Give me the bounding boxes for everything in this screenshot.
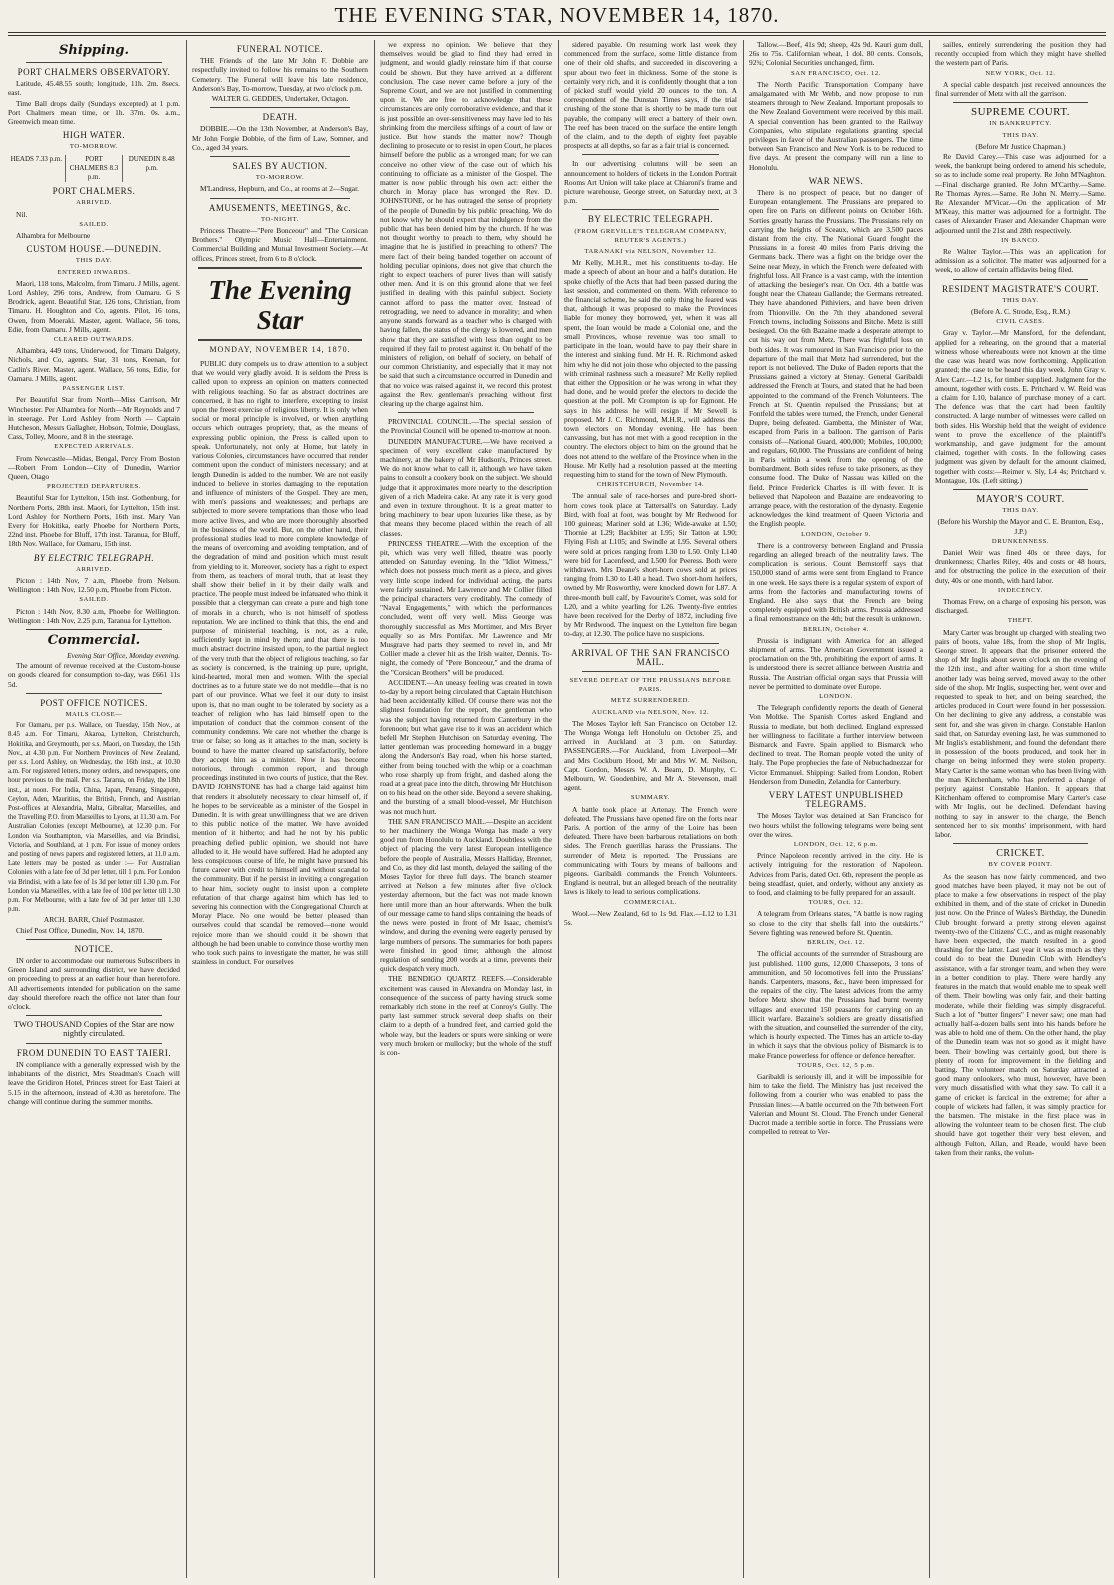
- civil-cases-text: Gray v. Taylor.—Mr Mansford, for the defendant, applied for a rehearing, on the ground that a material witness whose whereabouts were not known at the time the case was heard was now forthcoming. Application granted; the case to be heard this day week. John Gray v. Alex Carr.—L2 1s, for timber supplied. Judgment for the amount, together with costs. E. Pritchard v. W. Reid was a claim for L10, balance of purchase money of a cart. The defence was that the cart had been faultily constructed. A large number of witnesses were called on both sides. His Worship held that the weight of evidence went to prove the excellence of the plaintiff's workmanship, and gave judgment for the amount claimed, together with costs. In the following cases judgment was given by default for the amount claimed, together with costs:—Reimer v. Sly, L4 4s; Pritchard v. Montague, 10s. (Left sitting.): [935, 328, 1106, 485]
- auckland-dateline: AUCKLAND via NELSON, Nov. 12.: [591, 708, 710, 716]
- paper-dateline: MONDAY, NOVEMBER 14, 1870.: [209, 344, 351, 354]
- tide-table: [8, 155, 180, 183]
- column-war-news: [749, 40, 923, 1578]
- sf-text: The North Pacific Transportation Company have amalgamated with Mr Webb, and now propose to run steamers through to New Zealand. Important proposals to the New Zealand Government were received by this mail. A special convention has been granted to the Railway Companies, who stipulate regulations granting special privileges in favor of the Australian passengers. The time between San Francisco and New York is to be reduced to five days. At present the company will run a line to Honolulu.: [749, 79, 923, 172]
- tomorrow-label: TO-MORROW.: [69, 143, 119, 151]
- mayors-court-heading: MAYOR'S COURT.: [976, 493, 1065, 505]
- summary-heading: SUMMARY.: [630, 794, 671, 802]
- divider: [582, 209, 719, 210]
- tel-arrived-label: ARRIVED.: [76, 565, 112, 573]
- column-rule: [929, 40, 930, 1578]
- sf-mail-item: THE SAN FRANCISCO MAIL.—Despite an accident to her machinery the Wonga Wonga has made a very good run from Honolulu to Auckland. Doubtless with the object of placing the very latest European intelligence before the people of Australia, Messrs Halliday, Brenner, and Co, as they did last month, delayed the sailing of the Moses Taylor for three full days. The branch steamer arrived at Nelson a few minutes after five o'clock yesterday afternoon, but the fact was not made known here until more than an hour afterwards. When the bulk of our message came to hand slips containing the heads of the news were posted in front of Mr Isaac, chemist's window, and during the evening were eagerly perused by large numbers of persons. The summaries for both papers were finished in good time; although the almost regulation of sending 200 words at a time, prevents their quick despatch very much.: [380, 816, 552, 974]
- resident-court-heading: RESIDENT MAGISTRATE'S COURT.: [941, 283, 1099, 294]
- new-york-dateline: NEW YORK, Oct. 12.: [985, 69, 1056, 77]
- divider: [953, 843, 1088, 844]
- post-office-dateline: Chief Post Office, Dunedin, Nov. 14, 1870.: [16, 925, 145, 935]
- latest-text: The Moses Taylor was detained at San Francisco for two hours whilst the following telegrams were being sent over the wires.: [749, 811, 923, 839]
- theft-heading: THEFT.: [1007, 617, 1034, 625]
- shipping-heading: Shipping.: [59, 43, 129, 58]
- taieri-text: IN compliance with a generally expressed wish by the inhabitants of the district, Mrs Steadman's Coach will leave the Gridiron Hotel, Princes street for East Taieri at 5.15 in the afternoon, instead of 4.30 as heretofore. The change will continue during the summer months.: [8, 1059, 180, 1106]
- tours-continued: sailles, entirely surrendering the position they had recently occupied from which they might have shelled the western part of Paris.: [935, 40, 1106, 68]
- divider: [210, 198, 350, 199]
- masthead-rule-2: [8, 35, 1106, 36]
- amusements-text: Princess Theatre—"Pere Bonceour" and "The Corsican Brothers." Olympic Music Hall—Entertainment. Commercial Building and Mutual Investment Society.—At offices, Princes street, from 6 to 8 o'clock.: [192, 226, 368, 263]
- mails-close-label: MAILS CLOSE—: [65, 710, 123, 718]
- bankruptcy-text: Re David Carey.—This case was adjourned for a week, the bankrupt being ordered to amend his schedule, so as to include some real property. Re John M'Naghton.—Final discharge granted. Re John M'Carthy.—Same. Re Thomas Ayres.—Same. Re John N. Merry.—Same. Re Alexander M'Vicar.—On the application of Mr M'Keay, this matter was adjourned for a fortnight. The cases of Alexander Fraser and Alexander Chapman were adjourned until the 21st and 28th respectively.: [935, 152, 1106, 235]
- passenger-heading: PASSENGER LIST.: [62, 385, 126, 393]
- bendigo-continued: sidered payable. On resuming work last week they commenced from the surface, some little distance from one of their old shafts, and succeeded in discovering a spur about two feet in thickness. Some of the stone is certainly very rich, and it is confidently thought that a ton of picked stuff would yield 20 ounces to the ton. A correspondent of the Dunstan Times says, if the trial crushing of the stone that is shortly to be made turn out payable, the company will erect a battery of their own. The reef has been traced on the surface the entire length of the claim, and to the depth of eighty feet payable prospects at all depths, so far as a fair trial is concerned.: [564, 40, 737, 151]
- christchurch-dateline: CHRISTCHURCH, November 14.: [596, 481, 705, 489]
- divider: [26, 629, 162, 630]
- taieri-heading: FROM DUNEDIN TO EAST TAIERI.: [16, 1047, 172, 1058]
- sales-heading: SALES BY AUCTION.: [232, 161, 328, 172]
- bendigo-item: THE BENDIGO QUARTZ REEFS.—Considerable excitement was caused in Alexandra on Monday last, in consequence of the success of party having struck some remarkably rich stone in the reef at Conroy's Gully. The party last summer struck several deep shafts on their claim to a depth of a hundred feet, and carried gold the whole way, but the leaders or spurs were sinking or were very much broken or mullocky; but the whole of the stuff is con-: [380, 974, 552, 1057]
- supreme-court-heading: SUPREME COURT.: [970, 106, 1071, 119]
- column-rule: [558, 40, 559, 1578]
- projected-text: Beautiful Star for Lyttelton, 15th inst. Gothenburg, for Northern Ports, 28th inst. Maori, for Lyttelton, 15th inst. Lord Ashley for Northern Ports, 16th inst. Mary Van Every for Hokitika, early Phoebe for Northern Ports, 22nd inst. Phoebe for Bluff, 17th inst. Taranua, for Bluff, 18th Nov. Wallace, for Oamaru, 15th inst.: [8, 493, 180, 549]
- divider: [953, 279, 1088, 280]
- passenger-text: Per Beautiful Star from North—Miss Carrison, Mr Winchester. Per Alhambra for North—Mr Reynolds and 7 in steerage. Per Lord Ashley from North — Captain Hutcheson, Messrs Gallagher, Hobson, Tolmie, Douglass, Cass, Tolley, Moore, and 8 in the steerage.: [8, 395, 180, 442]
- civil-cases-heading: CIVIL CASES.: [996, 318, 1045, 326]
- electric-telegraph-heading: BY ELECTRIC TELEGRAPH.: [587, 214, 714, 225]
- cricket-byline: BY COVER POINT.: [988, 861, 1053, 869]
- divider: [582, 643, 719, 644]
- tel-sailed-text: Picton : 14th Nov, 8.30 a.m, Phoebe for Wellington. Wellington : 14th Nov, 2.25 p.m, Taranua for Lyttelton.: [8, 606, 180, 625]
- divider: [582, 154, 719, 155]
- postmaster-signature: ARCH. BARR, Chief Postmaster.: [43, 915, 145, 925]
- paper-nameplate: The Evening Star: [208, 274, 352, 335]
- war-news-text: There is no prospect of peace, but no danger of European entanglement. The Prussians are prepared to open fire on Paris on different points on October 16th. Sorties greatly harass the Prussians. The Prussians rely on carrying the heights of Sceaux, which are 3,500 paces distant from the city. The National Guard fought the Prussians in a forest 40 miles from Paris driving the Germans back. There was a fight on the bridge over the Seine near Mezy, in which the French were defeated with frightful loss. All France is a vast camp, with the intention of attacking the besieger's rear. On Oct. 4th a battle was fought near the Chateau Gallande; the Germans retreated. They have abandoned Pithiviers, and have been driven from Thionville. On the 7th they abandoned several French towns, including Soissons and Bitche. Metz is still besieged. On the 6th Bazaine made a desperate attempt to cut his way out from Metz. There was frightful loss on both sides. It was rumoured in San Francisco prior to the departure of the mail that Metz had surrendered, but the report is not believed. The Duke of Baden reports that the Prussians gained a victory at Stenay. General Garibaldi addressed the French at Tours, and stated that he had been appointed to the command of the French Volunteers. The French at St. Quentin repulsed the Prussians; but at Fontfeld the tables were turned, the French, under General Dupre, being defeated. Gambetta, the Minister of War, escaped from Paris in a balloon. The garrison of Paris consists of—National Guard, 400,000; Mobiles, 100,000; and regulars, 60,000. The Prussians are confident of being in Paris within a week from the opening of the bombardment. Both sides refuse to take prisoners, as they consume food. The Duke of Nassau was killed on the field. Prince Frederick Charles is ill with fever. It is believed that Napoleon and Bazaine are endeavoring to arrange peace, with the restoration of the dynasty. Eugenie acknowledges the kind treatment of Queen Victoria and the English people.: [749, 188, 923, 529]
- sales-tomorrow-label: TO-MORROW.: [255, 174, 305, 182]
- arrival-heading: ARRIVAL OF THE SAN FRANCISCO MAIL.: [571, 647, 730, 667]
- mayor-this-day: THIS DAY.: [1002, 507, 1039, 515]
- christchurch-text: The annual sale of race-horses and pure-bred short-horn cows took place at Tattersall's on Saturday. Lady Bird, with foal at foot, was bought by Mr Redwood for 100 guineas; Mariner sold at L36; Wide-awake at L50; Thornie at L29; Backbiter at L95; Sir Tatton at L90; Flying Fish at L105; and Swindle at L95. Several others were sold at prices ranging from L30 to L50. Only L140 were bid for Lacenfeed, and L500 for Peeress. Both were withdrawn. Mrs Deane's short-horn cows sold at prices ranging from L30 to L40 a head. Two short-horn heifers, owned by Mr Rosworthy, were knocked down for L87. A three-month bull calf, by Favourite's Comet, was sold for L20, and a white yearling for L26. Twenty-five entries have been received for the Derby of 1872, including five by Mr Redwood. The inquest on the Lyttelton fire began to-day, at 12.30. The police have no suspicions.: [564, 491, 737, 639]
- column-telegraph: [564, 40, 737, 1578]
- arrived-nil: Nil.: [16, 209, 28, 219]
- divider: [398, 412, 534, 413]
- divider: [26, 693, 162, 694]
- column-rule: [374, 40, 375, 1578]
- latest-heading: VERY LATEST UNPUBLISHED TELEGRAMS.: [768, 790, 904, 810]
- tel-arrived-text: Picton : 14th Nov, 7 a.m, Phoebe from Nelson. Wellington : 14th Nov, 12.50 p.m, Phoebe from Picton.: [8, 575, 180, 595]
- divider: [953, 102, 1088, 103]
- auckland-text: The Moses Taylor left San Francisco on October 12. The Wonga Wonga left Honolulu on October 25, and arrived in Auckland at 3 p.m. on Saturday. PASSENGERS.—For Auckland, from Liverpool—Mr and Mrs Cockburn Hood, Mr and Mrs W. M. Neilson, Capt. Gordon, Messrs W. A. Beam, D. Murphy, C. Melbourn, W. Goodenbire, and Mr A. Stevenson, mail agent.: [564, 718, 737, 793]
- commercial-heading-2: COMMERCIAL.: [624, 898, 677, 906]
- drunkenness-heading: DRUNKENNESS.: [991, 537, 1050, 545]
- tours-2-text: Garibaldi is seriously ill, and it will be impossible for him to take the field. The Ministry has just received the following from a courier who was enabled to pass the Prussian lines:—A battle occurred on the 7th between Fort Valerian and Mount St. Cloud. The French under General Ducrot made a terrible sortie in force. The Prussians were compelled to retreat to Ver-: [749, 1071, 923, 1137]
- leader-continued: we express no opinion. We believe that they themselves would be glad to find they had erred in judgment, and would gladly reinstate him if that course could be shown. But they have arrived at a different conclusion. The case never came before a jury of the Supreme Court, and we are not justified in commenting upon it. We are free to acknowledge that these circumstances are only corroborative evidence, and that it is just possible an over-sensitiveness may have led to his shrinking from the merciless siftings of a court of law or justice. But how stands the matter now? Though declining to prosecute or to resist in open Court, he places himself before the public as a wronged man; for we can conceive no other view of the case out of which his continuing to officiate as a minister of the Gospel. The matter is now public through his own act: either the church in Moray place has wronged the Rev. D. JOHNSTONE, or he has outraged the sense of propriety of the people of Dunedin by his public preaching. We do not know why he should expect that indulgence from the public that has been denied him by the church. If he was not thought worthy to preach to them, why should he imagine that he is justified in preaching to others? The mere fact of their being banded together on account of holding peculiar opinions, does not give that church the right to expect teachers of purer lives than will satisfy other men. And it is on this ground alone that we feel justified in dealing with this painful subject. Society cannot afford to pass the matter over. Instead of retrograding, we need to advance in morality; and when anyone stands forward as a teacher who is charged with having fallen, the status of the clergy is lowered, and men show that they are satisfied with less than ought to be required if they fail to protest against it. On behalf of the ministers of religion, on behalf of society, on behalf of our common Christianity, and especially that it may not be said that such a circumstance occurred in Dunedin and that no voice was raised against it, we record this protest against the Rev. gentleman's preaching without first clearing up the charge against him.: [380, 40, 552, 408]
- copies-notice: TWO THOUSAND Copies of the Star are now nightly circulated.: [13, 1019, 175, 1039]
- provincial-council-item: PROVINCIAL COUNCIL.—The special session of the Provincial Council will be opened to-morrow at noon.: [380, 417, 552, 436]
- tours-2-dateline: TOURS, Oct. 12, 5 p.m.: [797, 1061, 875, 1069]
- advertising-item: In our advertising columns will be seen an announcement to holders of tickets in the London Portrait Rooms Art Union will take place at Chiaroni's frame and picture warehouse, George street, on Saturday next, at 3 p.m.: [564, 159, 737, 206]
- undertaker-signature: WALTER G. GEDDES, Undertaker, Octagon.: [211, 94, 349, 104]
- port-chalmers-heading: PORT CHALMERS.: [52, 186, 136, 197]
- london-3-text: Prince Napoleon recently arrived in the city. He is actively intriguing for the restoration of Napoleon. Advices from Paris, dated Oct. 6th, represent the people as being steadfast, quiet, and orderly, without any anxiety as to food, and claiming to be fully prepared for an assault.: [749, 851, 923, 898]
- berlin-dateline: BERLIN, October 4.: [803, 625, 869, 633]
- telegraph-source: (FROM GREVILLE'S TELEGRAM COMPANY, REUTER'S AGENTS.): [574, 227, 727, 244]
- amusements-heading: AMUSEMENTS, MEETINGS, &c.: [208, 202, 352, 213]
- prices-text: Tallow.—Beef, 41s 9d; sheep, 42s 9d. Kauri gum dull, 26s to 75s. Californian wheat, 1 dol. 80 cents. Consols, 92¾; Colonial Securities unchanged, firm.: [749, 40, 923, 68]
- war-news-heading: WAR NEWS.: [808, 175, 864, 186]
- outwards-heading: CLEARED OUTWARDS.: [53, 336, 135, 344]
- expected-text: From Newcastle—Midas, Bengal, Percy From Boston—Robert From London—City of Dunedin, Warrior Queen, Otago: [8, 453, 180, 481]
- divider: [210, 156, 350, 157]
- custom-house-heading: CUSTOM HOUSE.—DUNEDIN.: [26, 244, 162, 255]
- funeral-text: THE Friends of the late Mr John F. Dobbie are respectfully invited to follow his remains to the Southern Cemetery. The Funeral will leave his late residence, Anderson's Bay, To-morrow, Tuesday, at two o'clock p.m.: [192, 56, 368, 93]
- divider: [210, 107, 350, 108]
- theatre-item: PRINCESS THEATRE.—With the exception of the pit, which was very well filled, theatre was poorly attended on Saturday evening. In the "Idiot Witness," which does not possess much merit as a piece, and gives very little scope indeed for individual acting, the parts were fairly sustained. Mr Lawrence and Mr Collier filled the principal characters very creditably. The comedy of "Naval Engagements," with which the performances concluded, went off very well. Miss George was thoroughly successful as Mrs Mortimer, and Mrs Bryer equally so as Mrs Pontifax. Mr Lawrence and Mr Musgrave had parts they seemed to revel in, and Mr Collier made a clever hit as the Irish waiter, Dennis. To-night, the comedy of "Pere Bonceour," and the drama of the "Corsican Brothers" will be produced.: [380, 538, 552, 677]
- indecency-heading: INDECENCY.: [998, 586, 1043, 594]
- resident-magistrate: (Before A. C. Strode, Esq., R.M.): [971, 307, 1070, 317]
- drunkenness-text: Daniel Weir was fined 40s or three days, for drunkenness; Charles Riley, 40s and costs or 48 hours, and for obstructing the police in the execution of their duty, 40s or one month, with hard labor.: [935, 547, 1106, 585]
- column-local-news: [380, 40, 552, 1578]
- indecency-text: Thomas Frew, on a charge of exposing his person, was discharged.: [935, 596, 1106, 616]
- commercial-heading: Commercial.: [47, 632, 141, 648]
- supreme-this-day: THIS DAY.: [1002, 131, 1039, 139]
- divider: [198, 267, 362, 269]
- high-water-heading: HIGH WATER.: [62, 130, 126, 141]
- new-york-text: A special cable despatch just received announces the final surrender of Metz with all the garrison.: [935, 79, 1106, 99]
- commercial-text: Wool.—New Zealand, 6d to 1s 9d. Flax.—L12 to L31 5s.: [564, 908, 737, 928]
- berlin-text: Prussia is indignant with America for an alleged shipment of arms. The American Government issued a proclamation on the 9th, prohibiting the export of arms. It is understood there is secret alliance between Austria and Russia. The Austrian official organ says that Prussia will never be permitted to dominate over Europe.: [749, 635, 923, 691]
- column-shipping: [8, 40, 180, 1578]
- resident-this-day: THIS DAY.: [1002, 296, 1039, 304]
- sailed-label: SAILED.: [79, 220, 109, 228]
- berlin-2-dateline: BERLIN, Oct. 12.: [807, 939, 865, 947]
- banco-text: Re Walter Taylor.—This was an application for admission as a solicitor. The matter was adjourned for a week, to allow of certain affidavits being filed.: [935, 247, 1106, 275]
- revenue-text: The amount of revenue received at the Custom-house on goods cleared for consumption to-day, was £661 11s 5d.: [8, 661, 180, 689]
- theft-text: Mary Carter was brought up charged with stealing two pairs of boots, value 18s, from the shop of Mr Inglis, George street. It appears that the prisoner entered the shop of Mr Inglis about seven o'clock on the evening of the 12th inst., and after waiting for a short time while another lady was being served, moved away to the other side of the shop. Mr Inglis, suspecting her, went over and requested to speak to her, and on being searched, the articles produced in Court were found in her possession. On her declining to give any address, a constable was sent for, and she was given in charge. Constable Hanlon said that, on Saturday evening last, he was summoned to Mr Inglis's establishment, and found the defendant there in possession of the boots produced, and took her in charge on being informed they were stolen property. Mary Carter is the same woman who has been living with the man Kitchenham, who has preferred a charge of perjury against Constable Hanlon. It appears that Kitchenham offered to compromise Mary Carter's case with Mr Inglis, out he declined. Defendant having nothing to say in answer to the charge, the Bench sentenced her to six months' imprisonment, with hard labor.: [935, 627, 1106, 840]
- tide-heads: HEADS 7.33 p.m.: [10, 154, 63, 163]
- supreme-judge: (Before Mr Justice Chapman.): [975, 141, 1066, 151]
- banco-heading: IN BANCO.: [1001, 236, 1040, 244]
- sf-dateline: SAN FRANCISCO, Oct. 12.: [790, 69, 881, 77]
- column-courts: [935, 40, 1106, 1578]
- tide-dunedin: DUNEDIN 8.48 p.m.: [122, 155, 180, 183]
- summary-text: A battle took place at Artenay. The French were defeated. The Prussians have opened fire on the forts near Paris. A portion of the army of the Loire has been defeated. There have been barbarous retaliations on both sides. The French guerillas harass the Prussians. The surrender of Metz is reported. The Prussians are communicating with Tours by means of balloons and pigeons. Garibaldi commands the French Volunteers. England is neutral, but an alleged breach of the neutrality laws is likely to lead to serious complications.: [564, 804, 737, 897]
- cricket-text: As the season has now fairly commenced, and two good matches have been played, it may not be out of place to make a few observations in respect of the play exhibited in them, and of the state of cricket in Dunedin just now. On the Prince of Wales's Birthday, the Dunedin Club brought forward a pretty strong eleven against twenty-two of the Citizens' C.C., and as might reasonably have been expected, the match resulted in a good thrashing for the latter. Last year it was as much as they could do to beat the Dunedin Club with Hendley's assistance, with a far stronger team, and when they were in a better condition to play. There were hardly any features in the match that would enable me to speak well of them. Their bowling was only fair, and their batting moderate, while their fielding was simply disgraceful. Such a lot of "butter fingers" I never saw; one man had actually half-a-dozen balls sent into his hands before he was able to hold one of them. On the other hand, the play of the Dunedin team was not so good as it might have been. Their bowling was certainly good, but there is plenty of room for improvement in the fielding and batting. The volunteer match on Saturday attracted a good many onlookers, who must, however, have been very much dissatisfied with what they saw. To call it a game of cricket is farcical in the extreme; for after a couple of wickets had fallen, it was simply practice for the batsmen. The mistake in the first place was in allowing the volunteer team to be chosen first. The club should have got together their very best eleven, and although Fulton, Allan, and Reade, would have been taken from their ranks, the volun-: [935, 871, 1106, 1157]
- divider: [582, 671, 719, 672]
- london-3-dateline: LONDON, Oct. 12, 6 p.m.: [793, 841, 879, 849]
- inwards-text: Maori, 118 tons, Malcolm, from Timaru. J Mills, agent. Lord Ashley, 296 tons, Andrew, from Oamaru. G S Brodrick, agent. Beautiful Star, 126 tons, Christian, from Timaru. H. Houghton and Co, agents. Pilot, 16 tons, Owen, from Moeraki. Master, agent. Wallace, 56 tons, Edie, from Oamaru. J Mills, agent.: [8, 278, 180, 334]
- post-office-heading: POST OFFICE NOTICES.: [40, 697, 148, 708]
- tel-sailed-label: SAILED.: [79, 596, 109, 604]
- column-rule: [186, 40, 187, 1578]
- projected-heading: PROJECTED DEPARTURES.: [46, 483, 142, 491]
- taranaki-dateline: TARANAKI via NELSON, November 12.: [584, 248, 717, 256]
- death-heading: DEATH.: [262, 112, 298, 123]
- london-2-text: The Telegraph confidently reports the death of General Von Moltke. The Spanish Cortes asked England and Russia to mediate, but both declined. England expressed her willingness to facilitate a further interview between Bismarck and Favre. Spain applied to Bismarck who declined to treat. The Roman people voted the unity of Italy. The Pope prophecies the fate of Nebuchadnezzar for Victor Emmanuel. Shipping: Sailed from London, Robert Henderson from Dunedin, Zelandia for Canterbury.: [749, 703, 923, 786]
- cricket-heading: CRICKET.: [996, 848, 1045, 860]
- masthead: THE EVENING STAR, NOVEMBER 14, 1870.: [334, 3, 780, 27]
- this-day-label: THIS DAY.: [75, 257, 113, 265]
- tours-dateline: TOURS, Oct. 12.: [808, 899, 864, 907]
- arrived-label: ARRIVED.: [76, 199, 112, 207]
- mayor-bench: (Before his Worship the Mayor and C. E. Brunton, Esq., J.P.): [937, 517, 1104, 536]
- inwards-heading: ENTERED INWARDS.: [57, 268, 131, 276]
- column-notices-leader: [192, 40, 368, 1578]
- london-2-dateline: LONDON.: [819, 693, 853, 701]
- expected-heading: EXPECTED ARRIVALS.: [54, 443, 134, 451]
- divider: [26, 1015, 162, 1016]
- divider: [953, 489, 1088, 490]
- post-office-text: For Oamaru, per p.s. Wallace, on Tuesday, 15th Nov., at 8.45 a.m. For Timaru, Akaroa, Lyttelton, Christchurch, Hokitika, and Greymouth, per s.s. Maori, on Tuesday, the 15th Nov., at 4.30 p.m. For Northern Provinces of New Zealand, per s.s. Lord Ashley, on Wednesday, the 16th inst., at 10.30 a.m. For registered letters, money orders, and newspapers, one hour previous to the mail. Per s.s. Tararua, on Friday, the 18th inst., at noon. For India, China, Japan, Penang, Singapore, Ceylon, Aden, Mauritius, the British, French, and Austrian Post-offices at Alexandria, Malta, Gibraltar, Marseilles, and the Travelling P.O. from Marseilles to Lyons, at 11.30 a.m. For Australian Colonies (except Melbourne), at 12.30 p.m. For London via Southampton, via Marseilles, and via Brindisi, Victoria, and Southland, at 1 p.m. For issue of money orders and posting of news papers and registered letters, at 11.0 a.m. Late letters may be posted as under :— For Australian Colonies with a late fee of 3d per letter, till 1 p.m. For London via Brindisi, with a late fee of 1s 3d per letter till 1.30 p.m. For London via Marseilles, with a late fee of 10d per letter till 1.30 p.m. For Melbourne, with a late fee of 3d per letter till 1.30 p.m.: [8, 722, 180, 914]
- bankruptcy-heading: IN BANKRUPTCY.: [989, 120, 1052, 128]
- manufacture-item: DUNEDIN MANUFACTURE.—We have received a specimen of very excellent cake manufactured by machinery, at the bakery of Mr Hudson's, Princes street. We do not know what to call it, although we have taken pains to consult a cookery book on the subject. We should judge that it approximates more nearly to the description given of a rich Madeira cake. At any rate it is very good and even in texture throughout. It is a great matter to bring machinery to bear upon luxuries like these, as by that means they become placed within the reach of all classes.: [380, 436, 552, 538]
- defeat-heading: SEVERE DEFEAT OF THE PRUSSIANS BEFORE PARIS.: [569, 677, 732, 694]
- accident-item: ACCIDENT.—An uneasy feeling was created in town to-day by a report being circulated that Captain Hutchison had been accidentally killed. Of course there was not the slightest foundation for the report, the gentleman who was the subject having returned from Canterbury in the forenoon; but what gave rise to it was an accident which befell Mr Stephen Hutchison on Saturday evening. The latter gentleman was proceeding homeward in a buggy along the Anderson's Bay road, when his horse started, either from being touched with the whip or a coachman who rose sharply up from fright, and dashed along the road at a great pace into the ditch, throwing Mr Hutchison on to his head on the other side. Beyond a severe shaking, and the bursting of a small blood-vessel, Mr Hutchison was not much hurt.: [380, 677, 552, 816]
- observatory-heading: PORT CHALMERS OBSERVATORY.: [17, 67, 171, 77]
- sailed-text: Alhambra for Melbourne: [16, 231, 91, 241]
- timeball-text: Time Ball drops daily (Sundays excepted) at 1 p.m. Port Chalmers mean time, or 1h. 37m. 0s. a.m., Greenwich mean time.: [8, 98, 180, 127]
- amusements-tonight-label: TO-NIGHT.: [261, 215, 299, 223]
- berlin-2-text: The official accounts of the surrender of Strasbourg are just published. 1100 guns, 12,000 Chassepots, 3 tons of ammunition, and 50 locomotives fell into the Prussians' hands. Carpenters, masons, &c., have been impressed for the repairs of the city. The latest advices from the army before Metz show that the Prussians had burnt twenty villages and executed 150 peasants for carrying on an illicit warfare. Bazaine's soldiers are greatly dissatisfied with the situation, and counselled the surrender of the city, which is hourly expected. The Times has an article to-day in which it says that the obvious policy of Bismarck is to make France powerless for offence or defence hereafter.: [749, 949, 923, 1060]
- divider: [26, 62, 162, 63]
- office-line: Evening Star Office, Monday evening.: [67, 650, 180, 660]
- tours-text: A telegram from Orleans states, "A battle is now raging so close to the city that shells fall into the outskirts." Severe fighting was renewed before St. Quentin.: [749, 909, 923, 937]
- outwards-text: Alhambra, 449 tons, Underwood, for Timaru Dalgety, Nichols, and Co, agents. Star, 31 tons, Keenan, for Catlin's River. Master, agent. Wallace, 56 tons, Edie, for Oamaru. J Mills, agent.: [8, 346, 180, 383]
- notice-heading: NOTICE.: [74, 943, 114, 954]
- taranaki-text: Mr Kelly, M.H.R., met his constituents to-day. He made a speech of about an hour and a half's duration. He spoke chiefly of the Acts that had been passed during the last session, and commented on them. With reference to the financial scheme, he said the only thing he feared was that, although it was proposed to make the Provinces liable for money they borrowed, yet, when it was all spent, the loan would be made a Colonial one, and the small Provinces, whose revenue was too small to participate in the loan, would have to pay their share in the interest and sinking fund. Mr H. R. Richmond asked him why he did not join those who objected to the passing with criminal rashness such a measure? Mr Kelly replied that either the Opposition or he was wrong in what they had done, and he would prefer the electors to decide the question at the poll. Mr Crompton is up for Egmont. He says in his address he will resign if Mr Sewell is proposed. Mr J. C. Richmond, M.H.R., will address the town electors on Monday evening. He has been canvassing, but has not met with a good reception in the country. The electors object to him on the ground that he does not attend to the welfare of the Province when in the House. Mr Kelly had a resolution passed at the meeting requesting him to stand for the town of New Plymouth.: [564, 258, 737, 479]
- latitude-text: Latitude, 45.48.55 south; longitude, 11h. 2m. 8secs. east.: [8, 79, 180, 98]
- london-text: There is a controversy between England and Prussia regarding an alleged breach of the neutrality laws. The complication is serious. Count Bernstorff says that 150,000 stand of arms were sent from England to France in one week. He says there is a regular system of export of arms from the factories and manufacturing towns of England. He also says that the French are being completely equipped with British arms. Prussia addressed a final remonstrance on the 4th; but the result is unknown.: [749, 540, 923, 624]
- sales-text: M'Landress, Hepburn, and Co., at rooms at 2—Sugar.: [200, 184, 359, 194]
- london-dateline: LONDON, October 9.: [801, 530, 871, 538]
- leader-article: PUBLIC duty compels us to draw attention to a subject that we would very gladly avoid. It is seldom the Press is called upon to express an opinion on matters connected with religious teaching. So far as abstract doctrines are concerned, it has no right to interfere, excepting to insist upon the freest exercise of religious liberty. It is only when social or moral principle is involved, or when anything occurs which outrages propriety, that, as the means of expressing public opinion, the Press is called upon to speak. Unfortunately, not only at Home, but lately in various Colonies, circumstances have occurred that render comment upon the conduct of ministers necessary; and at length Dunedin is added to the number. We are not easily induced to believe in stories damaging to the reputation and influence of ministers of the Gospel. They are men, with men's passions and weaknesses; and perhaps are subjected to more severe temptations than those who lead more active lives, and who are more thoroughly absorbed in the business of the world. But, on the other hand, their professional studies lead to more complete knowledge of the means of overcoming and avoiding temptation, and of the degradation of mind and position which must result from yielding to it. Moreover, society has a right to expect from them, as teachers of moral truth, that at least they shall show their belief in it by their daily walk and practice. The people must indeed be infatuated who think it possible that a clergyman can create a pure and high tone of morals in a church, who is not himself of spotless reputation. We are inclined to think that this, the end and purpose of ministerial teaching, is not, as a rule, sufficiently kept in mind by them; and that there is too much abstract doctrine insisted upon, to the partial neglect of the very truth that the object of religious teaching, so far as society is concerned, is the training up pure, upright, kind-hearted, moral men and women. With the special doctrines as to a future state we do not meddle—that is no part of our province. What we feel it our duty to insist upon is, that no man ought to be tolerated by society as a teacher of religion who has laid himself open to the imputation of conduct that the common consent of the community condemns. We care not whether the charge is true or false; so long as it attaches to the man, society is bound to have the matter cleared up satisfactorily, before they accept him as a minister. Now it has become notorious, through common report, and through proceedings instituted in two courts of justice, that the Rev. DAVID JOHNSTONE has had a charge laid against him that renders it absolutely necessary to clear himself of, if he hopes to be serviceable as a minister of the Gospel in Dunedin. It is with great unwillingness that we are driven to this public notice of the matter. We have avoided mention of it hitherto; and had he not by his public preaching defied public opinion, we should not have alluded to it. He would have suffered. Had he adopted any less conspicuous course of life, he might have pursued his future career with credit to himself and without scandal to the community. But if he persist in inviting a congregation to hear him, society ought to insist upon a complete refutation of that charge against him which has led to severing his connection with the Congregational Church at Moray Place. No one would be better pleased than ourselves could that scandal be removed—none would rejoice more than we should could it be shown that although he had been unable to convince those worthy men who took such pains to investigate the matter, he was still stainless in conduct. For ourselves: [192, 359, 368, 967]
- metz-heading: METZ SURRENDERED.: [610, 697, 691, 705]
- telegraph-heading: BY ELECTRIC TELEGRAPH.: [33, 552, 155, 563]
- death-text: DOBBIE.—On the 13th November, at Anderson's Bay, Mr John Forgie Dobbie, of the firm of Law, Somner, and Co., aged 34 years.: [192, 124, 368, 152]
- column-rule: [743, 40, 744, 1578]
- divider: [26, 1043, 162, 1044]
- divider: [198, 339, 362, 341]
- funeral-heading: FUNERAL NOTICE.: [236, 44, 324, 54]
- divider: [26, 939, 162, 940]
- masthead-rule: [8, 32, 1106, 33]
- tide-port-chalmers: PORT CHALMERS 8.3 p.m.: [65, 155, 123, 183]
- notice-text: IN order to accommodate our numerous Subscribers in Green Island and surrounding district, we have decided on proceeding to press at an earlier hour than heretofore. All advertisements intended for publication on the same day should therefore reach the office not later than four o'clock.: [8, 956, 180, 1012]
